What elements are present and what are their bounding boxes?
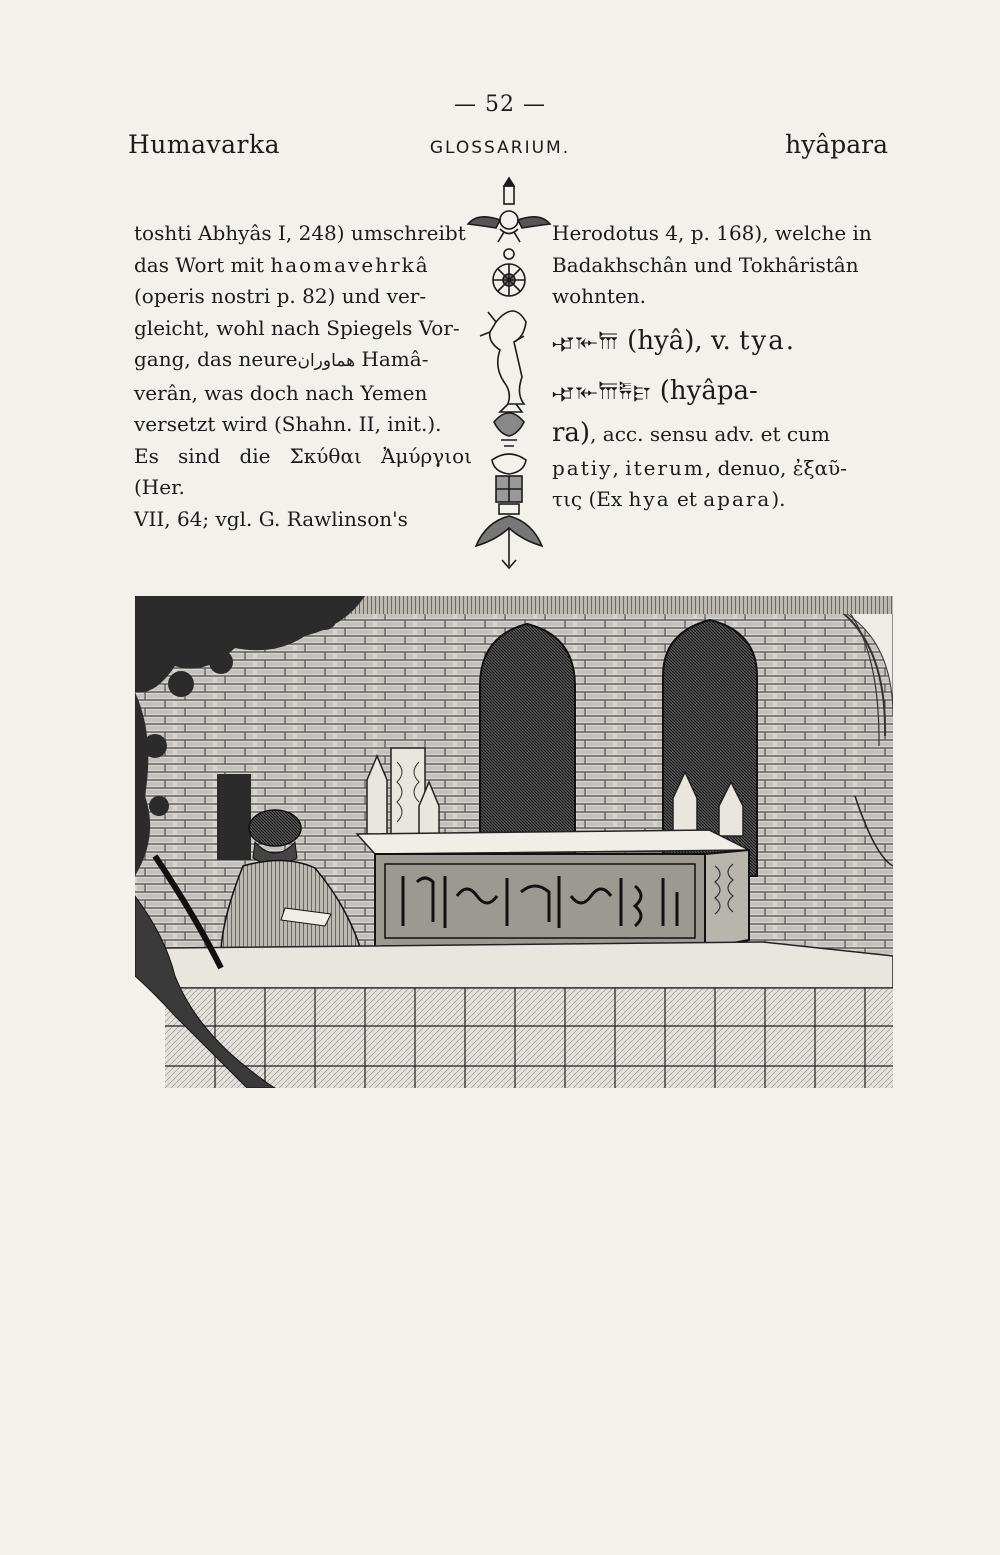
- vertical-ornament: [466, 172, 552, 572]
- text-line: verân, was doch nach Yemen: [134, 380, 428, 405]
- text-line: Herodotus 4, p. 168), welche in: [552, 221, 872, 245]
- spaced-term: apara: [703, 487, 772, 511]
- text-line: versetzt wird (Shahn. II, init.).: [134, 412, 442, 436]
- entry-hya: [552, 321, 894, 363]
- text-line: Es sind die Σκύθαι Ἀμύργιοι (Her.: [134, 443, 472, 499]
- spaced-term: hya: [628, 487, 671, 511]
- text-line: wohnten.: [552, 284, 647, 308]
- text-segment: das Wort mit: [134, 252, 271, 277]
- entry-gloss: (hyâ), v.: [618, 325, 740, 356]
- text-line: [134, 344, 472, 378]
- cuneiform-word: 𐎾𐎹𐎠: [552, 329, 619, 355]
- entry-gloss-continued: ra): [552, 417, 591, 448]
- header-left-keyword: Humavarka: [128, 130, 281, 159]
- text-line: toshti Abhyâs I, 248) umschreibt: [134, 221, 466, 245]
- text-line: [552, 453, 894, 485]
- text-segment: et: [670, 487, 704, 511]
- text-line: [134, 250, 472, 282]
- left-column: [134, 218, 472, 535]
- tomb-engraving: [135, 596, 893, 1088]
- header-section-title: GLOSSARIUM.: [429, 138, 571, 158]
- text-line: [552, 413, 894, 453]
- right-column: [552, 218, 894, 516]
- arabic-word: هماوران: [297, 351, 356, 371]
- spaced-term: iterum: [625, 455, 705, 480]
- text-segment: .: [785, 325, 794, 356]
- cuneiform-word: 𐎾𐎹𐎠𐎱𐎼: [552, 379, 652, 405]
- text-line: gleicht, wohl nach Spiegels Vor-: [134, 315, 460, 340]
- text-segment: gang, das neure: [134, 347, 298, 371]
- spaced-term: haomavehrkâ: [270, 252, 430, 277]
- text-segment: ,: [612, 455, 626, 480]
- cross-reference: tya: [739, 325, 786, 356]
- spaced-term: patiy: [552, 455, 613, 480]
- text-segment: τις (Ex: [552, 487, 629, 511]
- entry-hyapara: [552, 371, 894, 413]
- text-segment: , denuo, ἐξαῦ-: [704, 455, 847, 480]
- text-line: [552, 484, 894, 516]
- text-line: (operis nostri p. 82) und ver-: [134, 284, 427, 308]
- header-right-keyword: hyâpara: [785, 130, 888, 159]
- page-number: — 52 —: [454, 92, 546, 117]
- text-segment: ).: [771, 487, 786, 511]
- text-segment: Hamâ-: [355, 347, 429, 371]
- text-segment: , acc. sensu adv. et cum: [590, 421, 830, 446]
- entry-gloss: (hyâpa-: [651, 375, 758, 406]
- text-line: VII, 64; vgl. G. Rawlinson's: [134, 506, 408, 531]
- text-line: Badakhschân und Tokhâristân: [552, 252, 859, 277]
